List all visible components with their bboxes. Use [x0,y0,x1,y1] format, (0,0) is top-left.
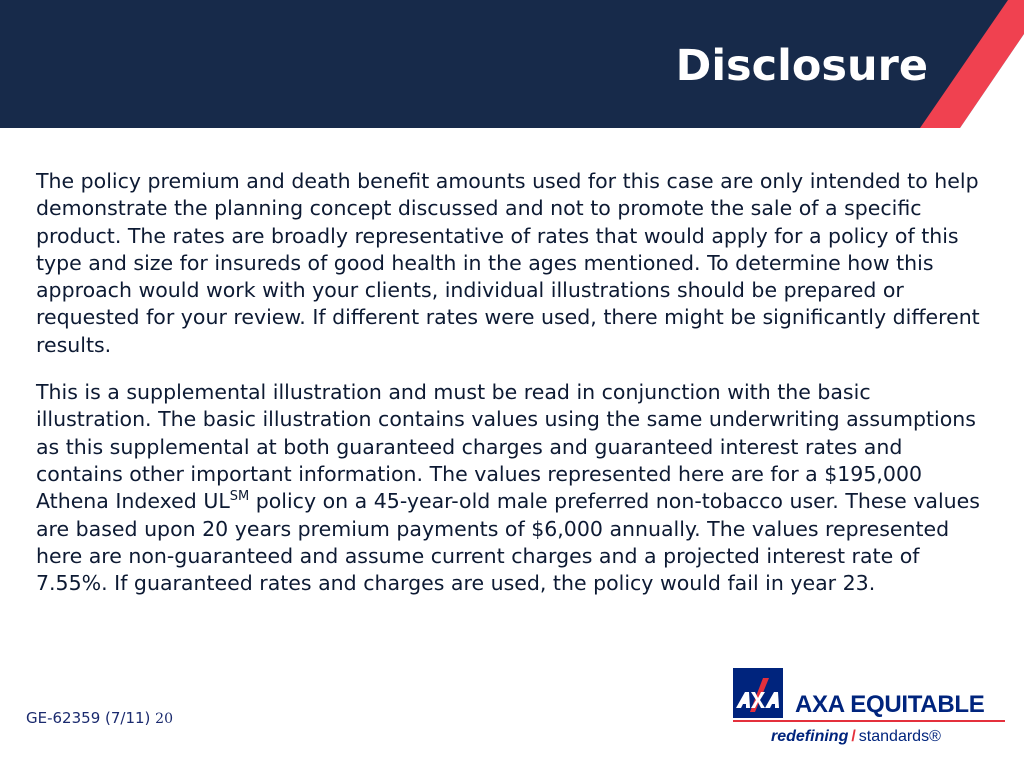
logo-divider [733,720,1005,722]
logo-tagline [771,727,941,747]
form-code: GE-62359 (7/11) [26,709,151,727]
page-number: 20 [155,711,173,727]
tagline-strong: redefining [771,728,849,745]
disclosure-paragraph-1: The policy premium and death benefit amounts used for this case are only intended to help demonstrate the planning concept discussed and not to promote the sale of a specific product. The rates are broadly representative of rates that would apply for a policy of this type and size for insureds of good health in the ages mentioned. To determine how this approach would work with your clients, individual illustrations should be prepared or requested for your review. If different rates were used, there might be significantly different results. [36,169,980,357]
disclosure-paragraph-2 [36,379,986,597]
header-band [0,0,1024,128]
tagline-rest: standards® [858,728,941,745]
disclosure-body [36,168,986,617]
tagline-slash: / [851,728,856,745]
paragraph-2-text-a: This is a supplemental illustration and must be read in conjunction with the basic illustration. The basic illustration contains values using the same underwriting assumptions as this supplemental at both guaranteed charges and guaranteed interest rates and contains other important information. The values represented here are for a $195,000 Athena Indexed UL [36,380,976,514]
footer-form-code [26,709,173,727]
paragraph-2-text-b: policy on a 45-year-old male preferred non-tobacco user. These values are based upon 20 years premium payments of $6,000 annually. The values represented here are non-guaranteed and assume current charges and a projected interest rate of 7.55%. If guaranteed rates and charges are used, the policy would fail in year 23. [36,489,980,596]
company-logo [733,668,1008,752]
company-name: AXA EQUITABLE [795,691,985,718]
service-mark: SM [229,489,250,505]
page-title: Disclosure [675,41,928,91]
axa-logo-mark-icon [733,668,783,718]
